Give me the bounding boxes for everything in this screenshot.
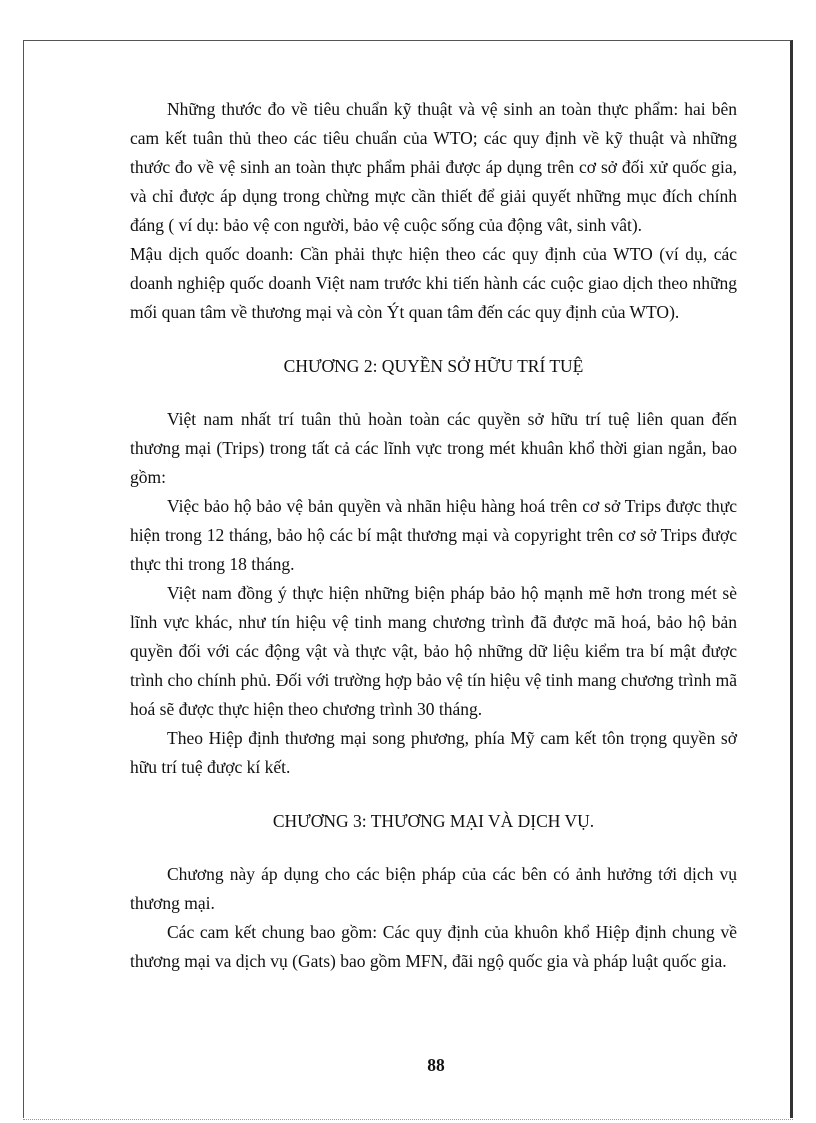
chapter-2-paragraph: Theo Hiệp định thương mại song phương, phía Mỹ cam kết tôn trọng quyền sở hữu trí tuệ được kí kết.: [130, 728, 737, 777]
bottom-rule: [23, 1119, 793, 1120]
chapter-2-paragraph: Việt nam đồng ý thực hiện những biện pháp bảo hộ mạnh mẽ hơn trong mét sè lĩnh vực khác, như tín hiệu vệ tinh mang chương trình đã được mã hoá, bảo hộ bản quyền đối với các động vật và thực vật, bảo hộ những dữ liệu kiểm tra bí mật được trình cho chính phủ. Đối với trường hợp bảo vệ tín hiệu vệ tinh mang chương trình mã hoá sẽ được thực hiện theo chương trình 30 tháng.: [130, 583, 737, 719]
chapter-3-paragraph: Các cam kết chung bao gồm: Các quy định của khuôn khổ Hiệp định chung về thương mại va dịch vụ (Gats) bao gồm MFN, đãi ngộ quốc gia và pháp luật quốc gia.: [130, 922, 737, 971]
chapter-2-heading: CHƯƠNG 2: QUYỀN SỞ HỮU TRÍ TUỆ: [283, 356, 584, 376]
page-number: 88: [427, 1055, 445, 1075]
paragraph-state-trading: Mậu dịch quốc doanh: Cần phải thực hiện theo các quy định của WTO (ví dụ, các doanh nghiệp quốc doanh Việt nam trước khi tiến hành các cuộc giao dịch theo những mối quan tâm về thương mại và còn Ýt quan tâm đến các quy định của WTO).: [130, 244, 737, 322]
chapter-3-paragraph: Chương này áp dụng cho các biện pháp của các bên có ảnh hưởng tới dịch vụ thương mại.: [130, 864, 737, 913]
chapter-2-paragraph: Việc bảo hộ bảo vệ bản quyền và nhãn hiệu hàng hoá trên cơ sở Trips được thực hiện trong 12 tháng, bảo hộ các bí mật thương mại và copyright trên cơ sở Trips được thực thi trong 18 tháng.: [130, 496, 737, 574]
chapter-3-heading: CHƯƠNG 3: THƯƠNG MẠI VÀ DỊCH VỤ.: [272, 811, 595, 831]
document-body: [130, 95, 737, 976]
paragraph-food-safety: Những thước đo về tiêu chuẩn kỹ thuật và vệ sinh an toàn thực phẩm: hai bên cam kết tuân thủ theo các tiêu chuẩn của WTO; các quy định về kỹ thuật và những thước đo về vệ sinh an toàn thực phẩm phải được áp dụng trên cơ sở đối xử quốc gia, và chỉ được áp dụng trong chừng mực cần thiết để giải quyết những mục đích chính đáng ( ví dụ: bảo vệ con người, bảo vệ cuộc sống của động vât, sinh vât).: [130, 99, 737, 235]
chapter-2-paragraph: Việt nam nhất trí tuân thủ hoàn toàn các quyền sở hữu trí tuệ liên quan đến thương mại (Trips) trong tất cả các lĩnh vực trong mét khuân khổ thời gian ngắn, bao gồm:: [130, 409, 737, 487]
